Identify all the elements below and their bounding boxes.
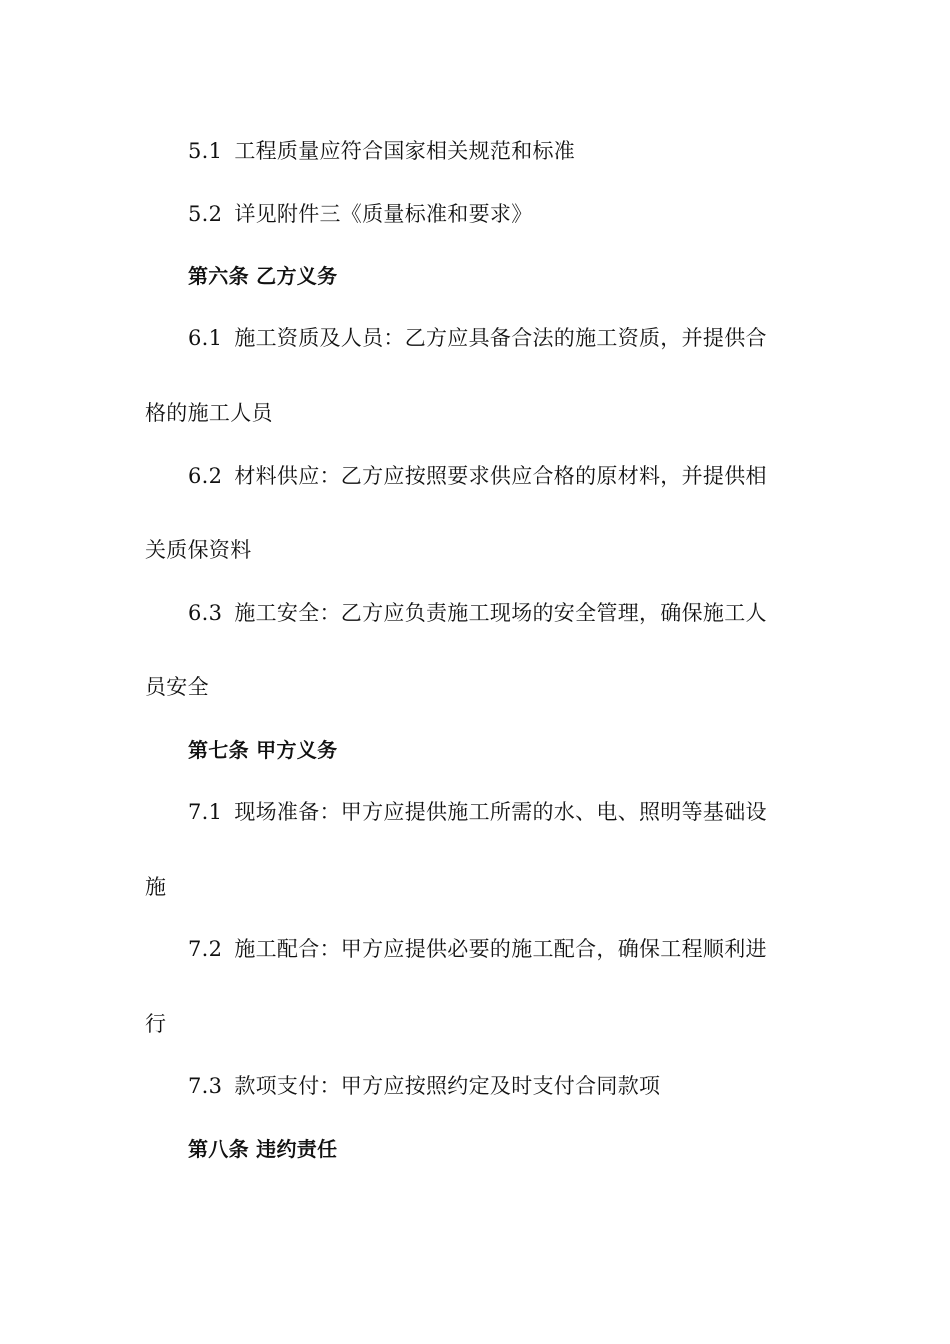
item-number: 5.1 [188, 139, 223, 163]
clause-7-1 [188, 797, 767, 827]
clause-7-2-continuation: 行 [145, 1012, 167, 1036]
clause-6-2-continuation: 关质保资料 [145, 538, 252, 562]
item-text: 款项支付：甲方应按照约定及时支付合同款项 [234, 1074, 661, 1098]
item-text: 工程质量应符合国家相关规范和标准 [234, 139, 576, 163]
clause-6-2 [188, 461, 767, 491]
clause-5-2 [188, 199, 533, 229]
item-number: 7.3 [188, 1074, 223, 1098]
item-number: 7.2 [188, 937, 223, 961]
item-text: 施工安全：乙方应负责施工现场的安全管理，确保施工人 [234, 601, 767, 625]
clause-6-3-continuation: 员安全 [145, 675, 209, 699]
item-text: 材料供应：乙方应按照要求供应合格的原材料，并提供相 [234, 464, 767, 488]
item-number: 7.1 [188, 800, 223, 824]
clause-7-3 [188, 1071, 660, 1101]
clause-8-heading: 第八条 违约责任 [188, 1137, 338, 1161]
clause-5-1 [188, 136, 575, 166]
clause-7-1-continuation: 施 [145, 875, 167, 899]
clause-6-1-continuation: 格的施工人员 [145, 401, 273, 425]
item-number: 6.2 [188, 464, 223, 488]
item-text: 施工资质及人员：乙方应具备合法的施工资质，并提供合 [234, 326, 767, 350]
item-number: 5.2 [188, 202, 223, 226]
clause-7-heading: 第七条 甲方义务 [188, 738, 338, 762]
item-text: 施工配合：甲方应提供必要的施工配合，确保工程顺利进 [234, 937, 767, 961]
clause-6-1 [188, 323, 767, 353]
item-number: 6.1 [188, 326, 223, 350]
item-number: 6.3 [188, 601, 223, 625]
clause-6-heading: 第六条 乙方义务 [188, 264, 338, 288]
item-text: 现场准备：甲方应提供施工所需的水、电、照明等基础设 [234, 800, 767, 824]
item-text: 详见附件三《质量标准和要求》 [234, 202, 533, 226]
clause-7-2 [188, 934, 767, 964]
clause-6-3 [188, 598, 767, 628]
